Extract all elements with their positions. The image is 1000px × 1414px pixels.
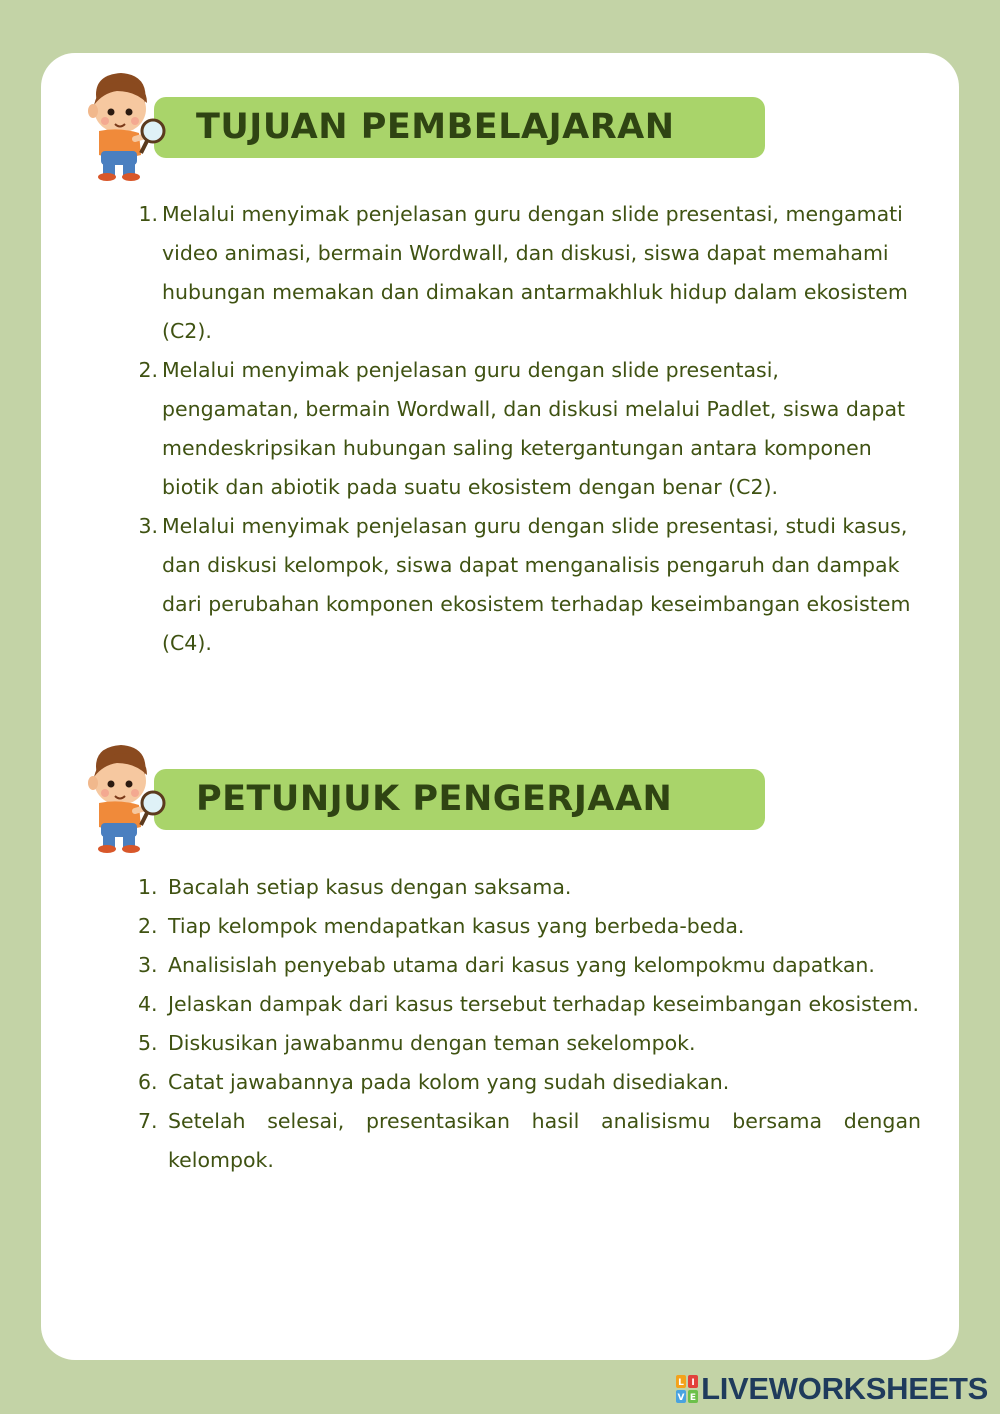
item-text: Melalui menyimak penjelasan guru dengan slide presentasi, studi kasus, dan diskusi kelompok, siswa dapat menganalisis pengaruh dan dampak dari perubahan komponen ekosistem terhadap keseimbangan ekosistem (C4). [162, 514, 911, 655]
logo-letter: L [678, 1378, 684, 1388]
logo-letter: E [690, 1393, 697, 1403]
item-number: 3. [138, 953, 158, 977]
item-text: Melalui menyimak penjelasan guru dengan slide presentasi, pengamatan, bermain Wordwall, dan diskusi melalui Padlet, siswa dapat mendeskripsikan hubungan saling ketergantungan antara komponen biotik dan abiotik pada suatu ekosistem dengan benar (C2). [162, 358, 906, 499]
item-text: Setelah selesai, presentasikan hasil analisismu bersama dengan kelompok. [168, 1109, 921, 1172]
list-item [138, 507, 922, 663]
list-item [138, 946, 921, 985]
liveworksheets-footer[interactable] [676, 1372, 988, 1406]
item-number: 1. [138, 202, 158, 226]
item-text: Bacalah setiap kasus dengan saksama. [168, 875, 572, 899]
logo-letter: I [691, 1378, 695, 1388]
instructions-list [138, 868, 921, 1180]
item-number: 7. [138, 1109, 158, 1133]
list-item [138, 907, 921, 946]
list-item [138, 1063, 921, 1102]
item-text: Melalui menyimak penjelasan guru dengan slide presentasi, mengamati video animasi, bermain Wordwall, dan diskusi, siswa dapat memahami hubungan memakan dan dimakan antarmakhluk hidup dalam ekosistem (C2). [162, 202, 908, 343]
item-text: Jelaskan dampak dari kasus tersebut terhadap keseimbangan ekosistem. [168, 992, 920, 1016]
section-title-banner [154, 769, 765, 830]
item-number: 4. [138, 992, 158, 1016]
item-text: Analisislah penyebab utama dari kasus yang kelompokmu dapatkan. [168, 953, 875, 977]
section-title: PETUNJUK PENGERJAAN [196, 779, 673, 819]
item-number: 2. [138, 914, 158, 938]
list-item [138, 195, 922, 351]
section-title-banner [154, 97, 765, 158]
section-title: TUJUAN PEMBELAJARAN [196, 107, 675, 147]
item-number: 3. [138, 514, 158, 538]
logo-letter: V [677, 1393, 685, 1403]
brand-name: LIVEWORKSHEETS [701, 1371, 988, 1406]
list-item [138, 1102, 921, 1180]
item-text: Tiap kelompok mendapatkan kasus yang berbeda-beda. [168, 914, 745, 938]
list-item [138, 1024, 921, 1063]
list-item [138, 985, 921, 1024]
liveworksheets-logo-icon [676, 1375, 698, 1403]
list-item [138, 351, 922, 507]
boy-magnifier-icon [69, 741, 169, 855]
worksheet-card [41, 53, 959, 1360]
item-text: Catat jawabannya pada kolom yang sudah disediakan. [168, 1070, 730, 1094]
item-number: 1. [138, 875, 158, 899]
item-number: 2. [138, 358, 158, 382]
objectives-list [138, 195, 922, 663]
item-number: 5. [138, 1031, 158, 1055]
list-item [138, 868, 921, 907]
item-text: Diskusikan jawabanmu dengan teman sekelompok. [168, 1031, 696, 1055]
item-number: 6. [138, 1070, 158, 1094]
boy-magnifier-icon [69, 69, 169, 183]
